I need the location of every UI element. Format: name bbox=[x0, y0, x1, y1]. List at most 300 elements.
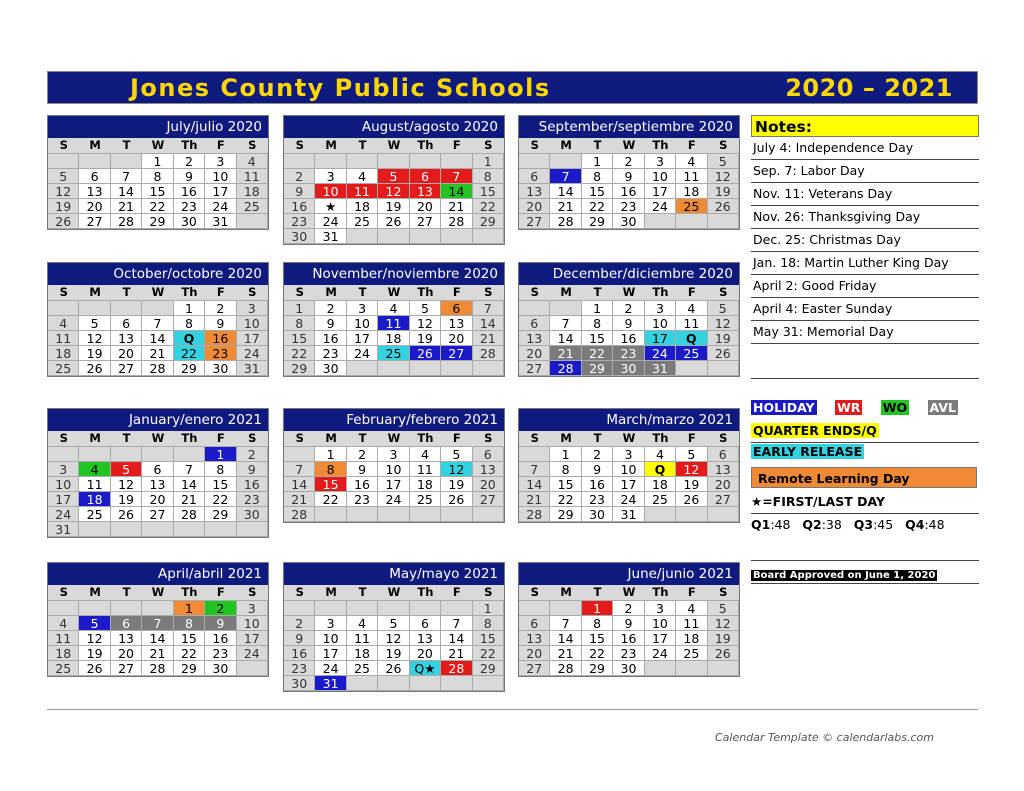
calendar-day: 11 bbox=[676, 616, 707, 631]
empty-day-cell bbox=[441, 154, 472, 169]
calendar-day: 8 bbox=[174, 616, 205, 631]
calendar-day: 30 bbox=[613, 661, 644, 676]
weekday-header: S bbox=[708, 585, 739, 601]
empty-day-cell bbox=[48, 301, 79, 316]
empty-day-cell bbox=[315, 507, 346, 522]
calendar-day: 12 bbox=[441, 462, 472, 477]
calendar-day: 22 bbox=[142, 199, 173, 214]
calendar-day: 3 bbox=[48, 462, 79, 477]
month-title: February/febrero 2021 bbox=[284, 409, 504, 431]
calendar-day: 3 bbox=[237, 301, 268, 316]
empty-day-cell bbox=[473, 676, 504, 691]
calendar-day: 22 bbox=[284, 346, 315, 361]
calendar-day: 27 bbox=[142, 507, 173, 522]
weekday-header: F bbox=[441, 138, 472, 154]
calendar-day: 23 bbox=[205, 646, 236, 661]
calendar-day: 14 bbox=[550, 331, 581, 346]
empty-day-cell bbox=[378, 676, 409, 691]
calendar-day: 6 bbox=[142, 462, 173, 477]
calendar-day: 2 bbox=[205, 601, 236, 616]
calendar-day: 9 bbox=[237, 462, 268, 477]
empty-day-cell bbox=[111, 522, 142, 537]
calendar-day: 29 bbox=[582, 214, 613, 229]
calendar-day: 24 bbox=[645, 346, 676, 361]
weekday-header: F bbox=[676, 138, 707, 154]
empty-day-cell bbox=[708, 361, 739, 376]
calendar-day: 2 bbox=[613, 301, 644, 316]
empty-day-cell bbox=[315, 601, 346, 616]
calendar-day: 17 bbox=[645, 331, 676, 346]
calendar-day: 8 bbox=[473, 169, 504, 184]
school-title: Jones County Public Schools bbox=[130, 74, 551, 102]
calendar-day: 20 bbox=[410, 646, 441, 661]
calendar-day: 29 bbox=[550, 507, 581, 522]
calendar-day: 21 bbox=[473, 331, 504, 346]
empty-day-cell bbox=[378, 601, 409, 616]
calendar-day: 26 bbox=[708, 346, 739, 361]
calendar-day: 30 bbox=[205, 361, 236, 376]
weekday-header: S bbox=[473, 585, 504, 601]
weekday-header: F bbox=[205, 431, 236, 447]
q1-days: :48 bbox=[770, 517, 791, 532]
calendar-day: 27 bbox=[519, 214, 550, 229]
calendar-day: 14 bbox=[111, 184, 142, 199]
weekday-header: S bbox=[473, 285, 504, 301]
weekday-header: Th bbox=[174, 431, 205, 447]
empty-day-cell bbox=[473, 507, 504, 522]
calendar-day: 3 bbox=[645, 601, 676, 616]
empty-day-cell bbox=[79, 447, 110, 462]
calendar-day: 2 bbox=[613, 154, 644, 169]
weekday-header: M bbox=[79, 431, 110, 447]
calendar-day: 3 bbox=[645, 301, 676, 316]
calendar-day: 28 bbox=[550, 661, 581, 676]
calendar-day: 1 bbox=[174, 601, 205, 616]
month-calendar bbox=[47, 562, 269, 677]
calendar-day: 25 bbox=[676, 646, 707, 661]
calendar-day: 15 bbox=[315, 477, 346, 492]
weekday-header: S bbox=[473, 138, 504, 154]
calendar-day: 8 bbox=[315, 462, 346, 477]
calendar-day: 10 bbox=[237, 616, 268, 631]
empty-day-cell bbox=[315, 154, 346, 169]
calendar-day: 11 bbox=[79, 477, 110, 492]
calendar-day: 13 bbox=[519, 184, 550, 199]
calendar-day: 5 bbox=[48, 169, 79, 184]
calendar-day: 7 bbox=[550, 616, 581, 631]
calendar-day: 11 bbox=[48, 331, 79, 346]
calendar-day: 30 bbox=[613, 361, 644, 376]
note-item: April 2: Good Friday bbox=[751, 275, 979, 298]
calendar-day: 7 bbox=[284, 462, 315, 477]
calendar-day: 27 bbox=[441, 346, 472, 361]
month-title: August/agosto 2020 bbox=[284, 116, 504, 138]
calendar-day: 1 bbox=[582, 601, 613, 616]
calendar-day: 2 bbox=[613, 601, 644, 616]
month-calendar bbox=[518, 408, 740, 523]
calendar-day: 6 bbox=[473, 447, 504, 462]
calendar-day: 2 bbox=[284, 616, 315, 631]
calendar-day: 13 bbox=[410, 184, 441, 199]
calendar-day: 15 bbox=[142, 184, 173, 199]
calendar-day: 14 bbox=[473, 316, 504, 331]
legend-avl: AVL bbox=[929, 400, 956, 415]
calendar-day: 25 bbox=[347, 214, 378, 229]
empty-day-cell bbox=[550, 154, 581, 169]
calendar-day: 3 bbox=[315, 616, 346, 631]
calendar-day: 1 bbox=[205, 447, 236, 462]
calendar-day: 11 bbox=[676, 316, 707, 331]
weekday-header: T bbox=[111, 138, 142, 154]
calendar-day: 1 bbox=[473, 601, 504, 616]
empty-day-cell bbox=[708, 661, 739, 676]
weekday-header: Th bbox=[174, 285, 205, 301]
weekday-header: F bbox=[441, 585, 472, 601]
calendar-day: 1 bbox=[473, 154, 504, 169]
calendar-day: 22 bbox=[205, 492, 236, 507]
calendar-day: 1 bbox=[174, 301, 205, 316]
footer-divider bbox=[47, 709, 978, 710]
calendar-day: 23 bbox=[613, 199, 644, 214]
calendar-day: 7 bbox=[519, 462, 550, 477]
legend-early: EARLY RELEASE bbox=[753, 444, 863, 459]
calendar-day: 14 bbox=[519, 477, 550, 492]
calendar-day: 7 bbox=[142, 616, 173, 631]
calendar-day: 15 bbox=[473, 631, 504, 646]
weekday-header: F bbox=[205, 285, 236, 301]
calendar-day: 16 bbox=[582, 477, 613, 492]
calendar-day: 19 bbox=[48, 199, 79, 214]
weekday-header: W bbox=[613, 285, 644, 301]
calendar-day: 28 bbox=[550, 361, 581, 376]
calendar-day: 15 bbox=[284, 331, 315, 346]
calendar-day: 19 bbox=[708, 631, 739, 646]
calendar-day: 15 bbox=[550, 477, 581, 492]
empty-day-cell bbox=[142, 301, 173, 316]
calendar-day: 23 bbox=[582, 492, 613, 507]
calendar-day: 23 bbox=[613, 346, 644, 361]
weekday-header: T bbox=[347, 585, 378, 601]
weekday-header: T bbox=[111, 585, 142, 601]
empty-day-cell bbox=[473, 229, 504, 244]
weekday-header: T bbox=[582, 431, 613, 447]
empty-day-cell bbox=[347, 507, 378, 522]
calendar-day: 7 bbox=[111, 169, 142, 184]
legend-day-types bbox=[751, 400, 958, 415]
calendar-day: Q bbox=[645, 462, 676, 477]
calendar-day: 29 bbox=[473, 214, 504, 229]
calendar-day: 9 bbox=[205, 316, 236, 331]
calendar-day: 30 bbox=[174, 214, 205, 229]
note-item: July 4: Independence Day bbox=[751, 137, 979, 160]
calendar-day: 10 bbox=[645, 616, 676, 631]
calendar-day: 4 bbox=[237, 154, 268, 169]
calendar-day: 8 bbox=[582, 169, 613, 184]
calendar-day: 10 bbox=[347, 316, 378, 331]
month-title: November/noviembre 2020 bbox=[284, 263, 504, 285]
calendar-day: 27 bbox=[79, 214, 110, 229]
calendar-day: 19 bbox=[708, 184, 739, 199]
empty-day-cell bbox=[48, 154, 79, 169]
empty-day-cell bbox=[111, 601, 142, 616]
calendar-day: 24 bbox=[645, 646, 676, 661]
calendar-day: 5 bbox=[378, 169, 409, 184]
weekday-header: S bbox=[519, 585, 550, 601]
calendar-day: 26 bbox=[111, 507, 142, 522]
empty-day-cell bbox=[237, 522, 268, 537]
month-days-grid bbox=[48, 585, 268, 676]
calendar-day: 25 bbox=[79, 507, 110, 522]
weekday-header: Th bbox=[410, 585, 441, 601]
calendar-day: 12 bbox=[708, 316, 739, 331]
empty-day-cell bbox=[378, 507, 409, 522]
calendar-day: 22 bbox=[473, 199, 504, 214]
calendar-day: 1 bbox=[550, 447, 581, 462]
calendar-day: 20 bbox=[708, 477, 739, 492]
calendar-day: 25 bbox=[48, 661, 79, 676]
calendar-day: 23 bbox=[315, 346, 346, 361]
calendar-day: 26 bbox=[79, 661, 110, 676]
calendar-day: 11 bbox=[347, 631, 378, 646]
divider bbox=[751, 560, 979, 561]
weekday-header: Th bbox=[645, 431, 676, 447]
calendar-day: 5 bbox=[441, 447, 472, 462]
weekday-header: M bbox=[550, 138, 581, 154]
weekday-header: F bbox=[676, 285, 707, 301]
weekday-header: M bbox=[79, 138, 110, 154]
empty-day-cell bbox=[284, 601, 315, 616]
empty-day-cell bbox=[645, 214, 676, 229]
calendar-day: 26 bbox=[676, 492, 707, 507]
calendar-day: 4 bbox=[48, 316, 79, 331]
calendar-day: 24 bbox=[237, 346, 268, 361]
weekday-header: M bbox=[550, 285, 581, 301]
empty-day-cell bbox=[410, 676, 441, 691]
calendar-day: 14 bbox=[174, 477, 205, 492]
calendar-day: 14 bbox=[142, 631, 173, 646]
weekday-header: T bbox=[111, 431, 142, 447]
calendar-day: 15 bbox=[205, 477, 236, 492]
calendar-day: 21 bbox=[441, 646, 472, 661]
quarter-days bbox=[751, 517, 945, 532]
calendar-day: 20 bbox=[142, 492, 173, 507]
calendar-day: 17 bbox=[237, 631, 268, 646]
note-item: Sep. 7: Labor Day bbox=[751, 160, 979, 183]
weekday-header: W bbox=[142, 138, 173, 154]
month-calendar bbox=[518, 115, 740, 230]
calendar-day: 26 bbox=[79, 361, 110, 376]
weekday-header: S bbox=[519, 285, 550, 301]
calendar-day: 15 bbox=[473, 184, 504, 199]
weekday-header: Th bbox=[645, 285, 676, 301]
weekday-header: T bbox=[347, 285, 378, 301]
empty-day-cell bbox=[79, 154, 110, 169]
weekday-header: S bbox=[48, 285, 79, 301]
calendar-day: 8 bbox=[550, 462, 581, 477]
calendar-day: 26 bbox=[441, 492, 472, 507]
calendar-day: 20 bbox=[410, 199, 441, 214]
calendar-day: 25 bbox=[410, 492, 441, 507]
calendar-day: 9 bbox=[174, 169, 205, 184]
q1-label: Q1 bbox=[751, 517, 771, 532]
calendar-day: 21 bbox=[441, 199, 472, 214]
q3-label: Q3 bbox=[853, 517, 874, 532]
empty-day-cell bbox=[284, 154, 315, 169]
calendar-day: 19 bbox=[79, 646, 110, 661]
calendar-day: 18 bbox=[347, 199, 378, 214]
empty-day-cell bbox=[676, 214, 707, 229]
calendar-day: 3 bbox=[645, 154, 676, 169]
calendar-day: 2 bbox=[174, 154, 205, 169]
calendar-day: 7 bbox=[550, 316, 581, 331]
calendar-day: 15 bbox=[174, 631, 205, 646]
calendar-day: 4 bbox=[48, 616, 79, 631]
calendar-day: 16 bbox=[205, 631, 236, 646]
weekday-header: M bbox=[79, 585, 110, 601]
calendar-day: 3 bbox=[613, 447, 644, 462]
calendar-day: 19 bbox=[378, 199, 409, 214]
empty-day-cell bbox=[347, 601, 378, 616]
calendar-day: 18 bbox=[347, 646, 378, 661]
calendar-day: 9 bbox=[613, 169, 644, 184]
calendar-day: 22 bbox=[315, 492, 346, 507]
calendar-day: 24 bbox=[48, 507, 79, 522]
calendar-day: 16 bbox=[284, 646, 315, 661]
calendar-day: 25 bbox=[676, 199, 707, 214]
calendar-day: 1 bbox=[582, 301, 613, 316]
calendar-day: 16 bbox=[613, 184, 644, 199]
calendar-day: 9 bbox=[347, 462, 378, 477]
calendar-day: 18 bbox=[676, 631, 707, 646]
notes-list bbox=[751, 137, 979, 379]
month-calendar bbox=[283, 408, 505, 523]
calendar-day: 24 bbox=[205, 199, 236, 214]
calendar-day: 17 bbox=[48, 492, 79, 507]
note-item: Nov. 11: Veterans Day bbox=[751, 183, 979, 206]
q2-label: Q2 bbox=[802, 517, 822, 532]
calendar-day: Q★ bbox=[410, 661, 441, 676]
legend-firstlast-row bbox=[751, 494, 979, 514]
month-days-grid bbox=[519, 285, 739, 376]
month-calendar bbox=[518, 562, 740, 677]
calendar-day: 7 bbox=[550, 169, 581, 184]
calendar-day: 1 bbox=[315, 447, 346, 462]
weekday-header: M bbox=[315, 585, 346, 601]
calendar-day: 19 bbox=[708, 331, 739, 346]
empty-day-cell bbox=[284, 447, 315, 462]
weekday-header: S bbox=[237, 585, 268, 601]
calendar-day: 31 bbox=[237, 361, 268, 376]
calendar-day: 13 bbox=[111, 631, 142, 646]
note-item: Jan. 18: Martin Luther King Day bbox=[751, 252, 979, 275]
calendar-day: 27 bbox=[111, 661, 142, 676]
calendar-day: 10 bbox=[315, 631, 346, 646]
calendar-day: 19 bbox=[111, 492, 142, 507]
weekday-header: S bbox=[519, 431, 550, 447]
calendar-day: 8 bbox=[582, 316, 613, 331]
calendar-day: 22 bbox=[582, 346, 613, 361]
weekday-header: S bbox=[284, 431, 315, 447]
legend-quarter-row bbox=[751, 423, 979, 443]
calendar-day: 20 bbox=[79, 199, 110, 214]
calendar-day: 30 bbox=[582, 507, 613, 522]
weekday-header: T bbox=[347, 431, 378, 447]
month-days-grid bbox=[284, 585, 504, 691]
calendar-day: 6 bbox=[708, 447, 739, 462]
calendar-day: 30 bbox=[613, 214, 644, 229]
calendar-day: 25 bbox=[237, 199, 268, 214]
calendar-day: 23 bbox=[284, 214, 315, 229]
calendar-day: 28 bbox=[142, 361, 173, 376]
calendar-day: 21 bbox=[550, 346, 581, 361]
weekday-header: S bbox=[48, 585, 79, 601]
empty-day-cell bbox=[174, 447, 205, 462]
empty-day-cell bbox=[79, 601, 110, 616]
calendar-day: 3 bbox=[347, 301, 378, 316]
weekday-header: Th bbox=[645, 585, 676, 601]
calendar-day: 13 bbox=[111, 331, 142, 346]
legend-holiday: HOLIDAY bbox=[753, 400, 815, 415]
calendar-day: 16 bbox=[205, 331, 236, 346]
legend-remote: Remote Learning Day bbox=[751, 467, 977, 488]
calendar-day: 29 bbox=[582, 661, 613, 676]
month-title: October/octobre 2020 bbox=[48, 263, 268, 285]
calendar-day: 18 bbox=[676, 184, 707, 199]
calendar-day: 19 bbox=[79, 346, 110, 361]
weekday-header: M bbox=[315, 431, 346, 447]
calendar-day: 17 bbox=[205, 184, 236, 199]
calendar-day: 10 bbox=[645, 169, 676, 184]
calendar-day: 8 bbox=[174, 316, 205, 331]
calendar-day: 31 bbox=[315, 676, 346, 691]
note-item: Dec. 25: Christmas Day bbox=[751, 229, 979, 252]
weekday-header: M bbox=[315, 138, 346, 154]
weekday-header: M bbox=[315, 285, 346, 301]
empty-day-cell bbox=[174, 522, 205, 537]
school-year: 2020 – 2021 bbox=[785, 74, 953, 102]
empty-day-cell bbox=[441, 676, 472, 691]
weekday-header: W bbox=[613, 138, 644, 154]
empty-day-cell bbox=[79, 522, 110, 537]
weekday-header: S bbox=[237, 138, 268, 154]
calendar-day: 6 bbox=[111, 316, 142, 331]
calendar-day: 24 bbox=[347, 346, 378, 361]
calendar-day: 4 bbox=[347, 169, 378, 184]
calendar-day: 28 bbox=[111, 214, 142, 229]
calendar-day: 7 bbox=[441, 616, 472, 631]
legend-firstlast: ★=FIRST/LAST DAY bbox=[751, 494, 886, 509]
weekday-header: F bbox=[441, 431, 472, 447]
q4-days: :48 bbox=[924, 517, 945, 532]
calendar-day: 25 bbox=[378, 346, 409, 361]
month-title: March/marzo 2021 bbox=[519, 409, 739, 431]
calendar-day: 15 bbox=[582, 184, 613, 199]
calendar-day: 21 bbox=[550, 646, 581, 661]
calendar-day: 9 bbox=[205, 616, 236, 631]
calendar-day: 4 bbox=[676, 154, 707, 169]
calendar-day: 22 bbox=[582, 646, 613, 661]
calendar-day: 15 bbox=[582, 631, 613, 646]
calendar-day: 11 bbox=[237, 169, 268, 184]
calendar-day: 12 bbox=[708, 616, 739, 631]
empty-day-cell bbox=[550, 601, 581, 616]
calendar-day: 21 bbox=[111, 199, 142, 214]
empty-day-cell bbox=[519, 447, 550, 462]
calendar-day: 31 bbox=[48, 522, 79, 537]
weekday-header: S bbox=[708, 285, 739, 301]
calendar-day: 4 bbox=[645, 447, 676, 462]
calendar-day: 20 bbox=[519, 199, 550, 214]
